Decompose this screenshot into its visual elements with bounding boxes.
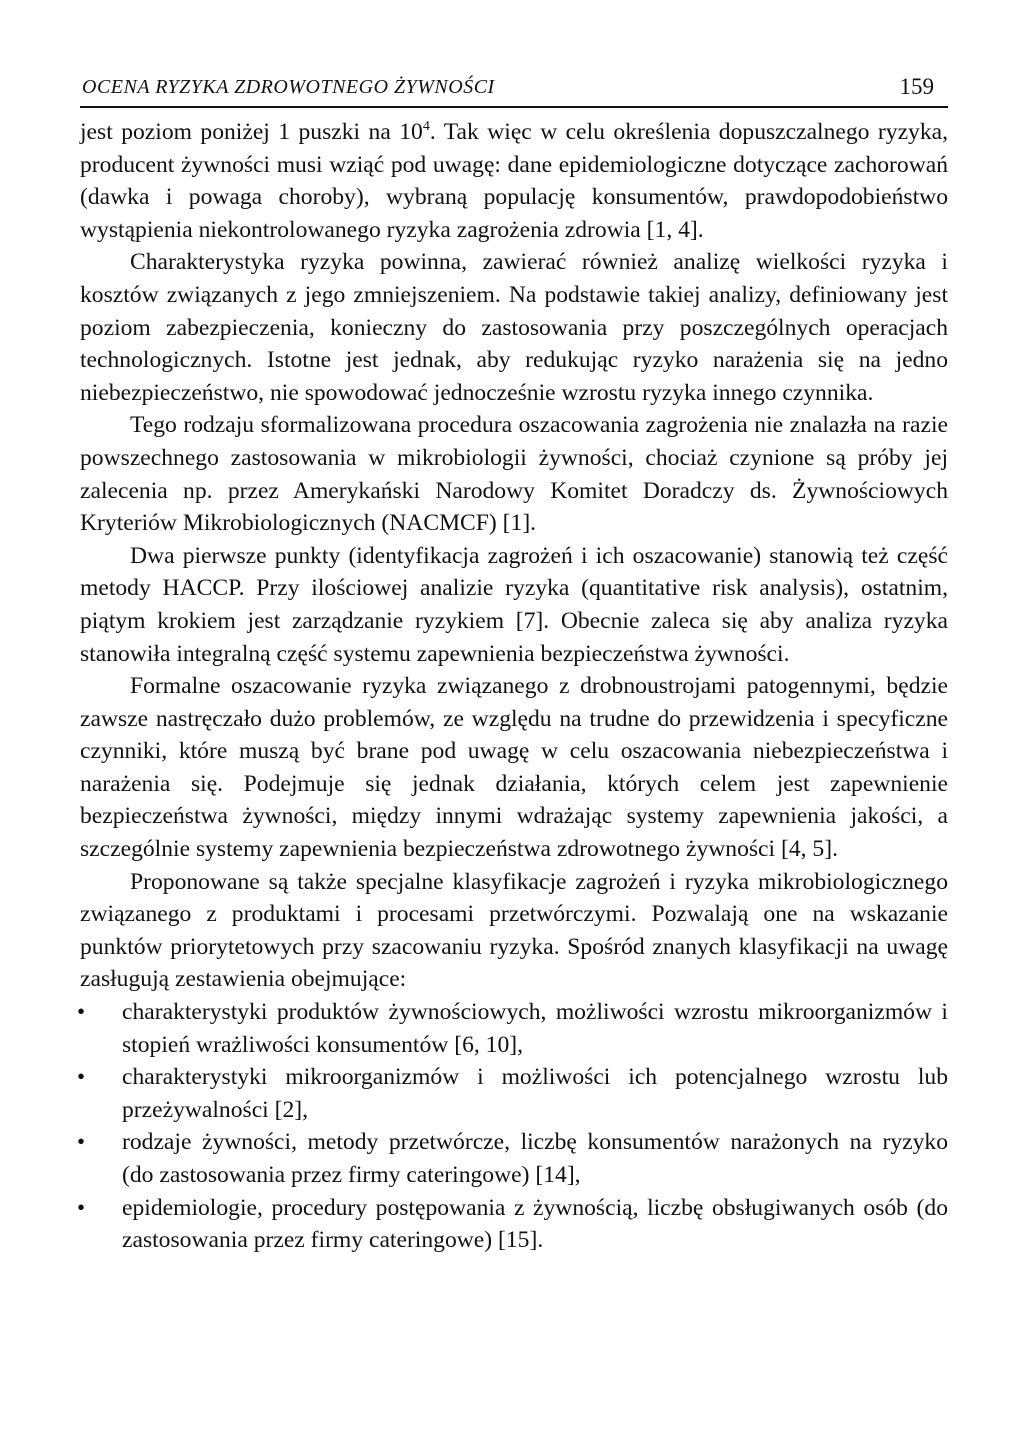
bullet-icon: • bbox=[77, 1194, 86, 1220]
paragraph-1-rest: . Tak więc w celu określenia dopuszczalnego ryzyka, producent żywności musi wziąć pod uwagę: dane epidemiologiczne dotyczące zachorowań (dawka i powaga choroby), wybraną populację konsumentów, prawdopodobieństwo wystąpienia niekontrolowanego ryzyka zagrożenia zdrowia [1, 4]. bbox=[80, 119, 948, 243]
bullet-list bbox=[77, 996, 948, 1257]
page-number: 159 bbox=[899, 74, 934, 99]
paragraph-3: Tego rodzaju sformalizowana procedura oszacowania zagrożenia nie znalazła na razie powszechnego zastosowania w mikrobiologii żywności, chociaż czynione są próby jej zalecenia np. przez Amerykański Narodowy Komitet Doradczy ds. Żywnościowych Kryteriów Mikrobiologicznych (NACMCF) [1]. bbox=[80, 412, 948, 537]
paragraph-4: Dwa pierwsze punkty (identyfikacja zagrożeń i ich oszacowanie) stanowią też część metody HACCP. Przy ilościowej analizie ryzyka (quantitative risk analysis), ostatnim, piątym krokiem jest zarządzanie ryzykiem [7]. Obecnie zaleca się aby analiza ryzyka stanowiła integralną część systemu zapewnienia bezpieczeństwa żywności. bbox=[80, 542, 948, 667]
bullet-icon: • bbox=[77, 999, 86, 1025]
running-title: OCENA RYZYKA ZDROWOTNEGO ŻYWNOŚCI bbox=[82, 76, 495, 98]
bullet-icon: • bbox=[77, 1064, 86, 1090]
paragraph-1 bbox=[80, 116, 948, 246]
list-item-text: charakterystyki mikroorganizmów i możliwości ich potencjalnego wzrostu lub przeżywalności [2], bbox=[122, 1064, 948, 1123]
document-page bbox=[77, 70, 948, 1257]
list-item bbox=[77, 1126, 948, 1191]
exponent: 4 bbox=[422, 119, 430, 135]
list-item-text: rodzaje żywności, metody przetwórcze, liczbę konsumentów narażonych na ryzyko (do zastosowania przez firmy cateringowe) [14], bbox=[122, 1129, 948, 1188]
paragraph-1-start: jest poziom poniżej 1 puszki na 10 bbox=[80, 119, 423, 145]
list-item bbox=[77, 1061, 948, 1126]
list-item-text: charakterystyki produktów żywnościowych, możliwości wzrostu mikroorganizmów i stopień wrażliwości konsumentów [6, 10], bbox=[122, 999, 948, 1058]
running-header bbox=[80, 70, 948, 108]
list-item bbox=[77, 996, 948, 1061]
paragraph-6: Proponowane są także specjalne klasyfikacje zagrożeń i ryzyka mikrobiologicznego związanego z produktami i procesami przetwórczymi. Pozwalają one na wskazanie punktów priorytetowych przy szacowaniu ryzyka. Spośród znanych klasyfikacji na uwagę zasługują zestawienia obejmujące: bbox=[80, 868, 948, 993]
bullet-icon: • bbox=[77, 1129, 86, 1155]
body-text bbox=[77, 116, 948, 1257]
list-item-text: epidemiologie, procedury postępowania z żywnością, liczbę obsługiwanych osób (do zastosowania przez firmy cateringowe) [15]. bbox=[122, 1194, 948, 1254]
paragraph-5: Formalne oszacowanie ryzyka związanego z drobnoustrojami patogennymi, będzie zawsze nastręczało dużo problemów, ze względu na trudne do przewidzenia i specyficzne czynniki, które muszą być brane pod uwagę w celu oszacowania niebezpieczeństwa i narażenia się. Podejmuje się jednak działania, których celem jest zapewnienie bezpieczeństwa żywności, między innymi wdrażając systemy zapewnienia jakości, a szczególnie systemy zapewnienia bezpieczeństwa zdrowotnego żywności [4, 5]. bbox=[80, 673, 948, 863]
paragraph-2: Charakterystyka ryzyka powinna, zawierać również analizę wielkości ryzyka i kosztów związanych z jego zmniejszeniem. Na podstawie takiej analizy, definiowany jest poziom zabezpieczenia, konieczny do zastosowania przy poszczególnych operacjach technologicznych. Istotne jest jednak, aby redukując ryzyko narażenia się na jedno niebezpieczeństwo, nie spowodować jednocześnie wzrostu ryzyka innego czynnika. bbox=[80, 249, 948, 406]
list-item bbox=[77, 1192, 948, 1257]
